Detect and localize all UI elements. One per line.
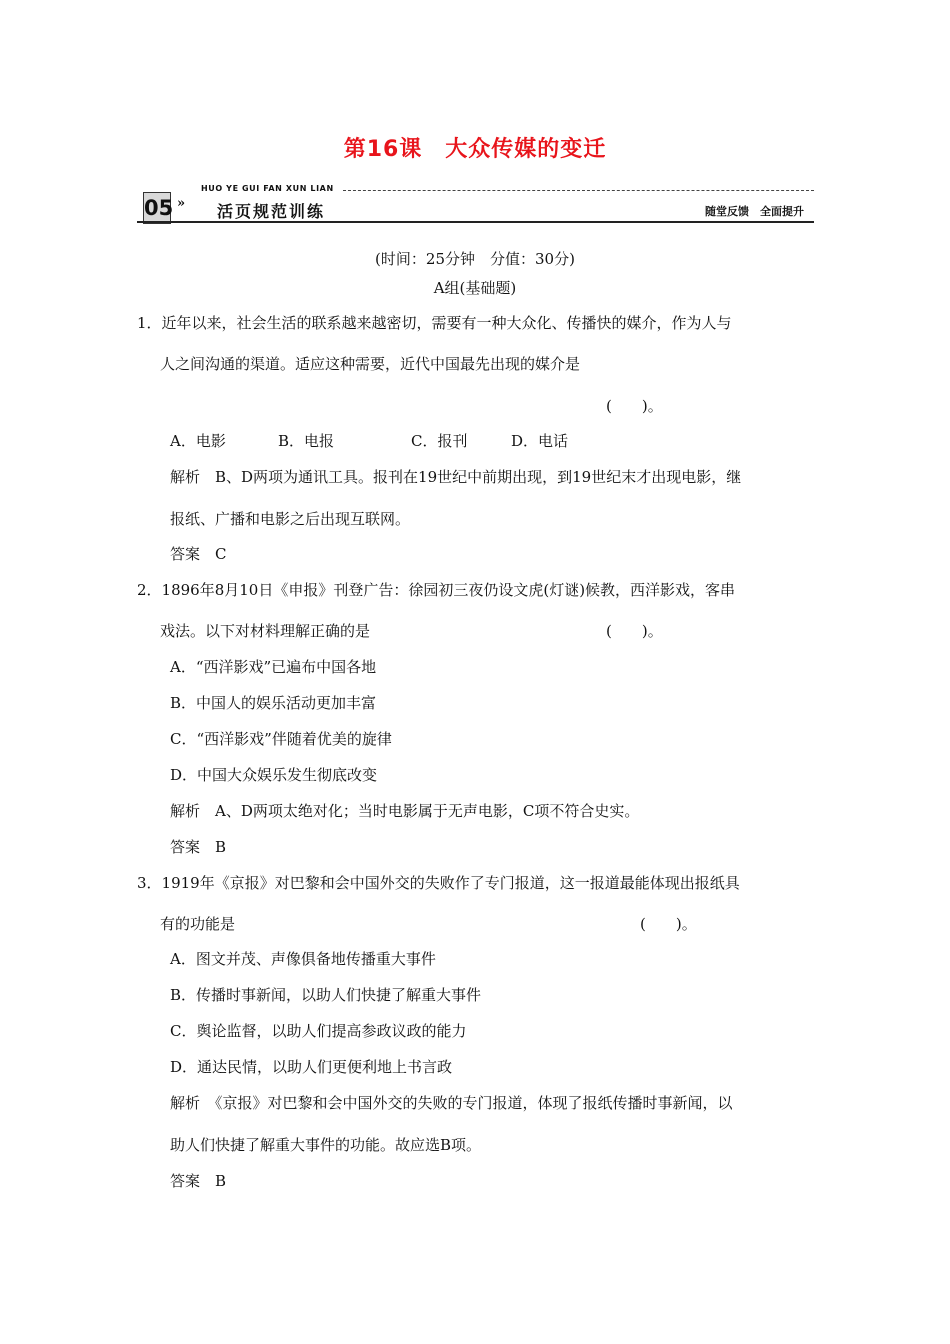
q3-stem-line2: 有的功能是	[160, 915, 236, 933]
q3-stem-line1: 3．1919年《京报》对巴黎和会中国外交的失败作了专门报道，这一报道最能体现出报纸具	[137, 874, 740, 892]
time-score-line: (时间：25分钟 分值：30分)	[375, 250, 575, 268]
banner-dashed-divider	[343, 190, 814, 191]
q1-answer-blank: ( )。	[606, 397, 663, 415]
banner-heading: 活页规范训练	[217, 202, 326, 221]
q1-analysis-line1: 解析 B、D两项为通讯工具。报刊在19世纪中前期出现，到19世纪末才出现电影，继	[170, 468, 742, 486]
q1-answer: 答案 C	[170, 545, 227, 563]
q2-option-a: A．“西洋影戏”已遍布中国各地	[170, 658, 377, 676]
q1-analysis-line2: 报纸、广播和电影之后出现互联网。	[170, 510, 411, 528]
group-heading: A组(基础题)	[433, 279, 517, 297]
q1-option-b: B．电报	[278, 432, 335, 450]
q3-option-c: C．舆论监督，以助人们提高参政议政的能力	[170, 1022, 467, 1040]
q3-analysis-line2: 助人们快捷了解重大事件的功能。故应选B项。	[170, 1136, 482, 1154]
q2-option-b: B．中国人的娱乐活动更加丰富	[170, 694, 377, 712]
q2-stem-line1: 2．1896年8月10日《申报》刊登广告：徐园初三夜仍设文虎(灯谜)候教，西洋影戏，客串	[137, 581, 736, 599]
q3-option-a: A．图文并茂、声像俱备地传播重大事件	[170, 950, 436, 968]
q3-answer: 答案 B	[170, 1172, 227, 1190]
q2-answer-blank: ( )。	[606, 622, 663, 640]
q2-option-c: C．“西洋影戏”伴随着优美的旋律	[170, 730, 392, 748]
q3-option-b: B．传播时事新闻，以助人们快捷了解重大事件	[170, 986, 482, 1004]
q2-answer: 答案 B	[170, 838, 227, 856]
banner-right-label: 随堂反馈 全面提升	[705, 205, 804, 218]
lesson-title: 第16课 大众传媒的变迁	[343, 137, 607, 162]
q1-option-d: D．电话	[511, 432, 569, 450]
section-banner	[137, 184, 814, 226]
q1-stem-line1: 1．近年以来，社会生活的联系越来越密切，需要有一种大众化、传播快的媒介，作为人与	[137, 314, 732, 332]
q3-option-d: D．通达民情，以助人们更便利地上书言政	[170, 1058, 453, 1076]
banner-number: 05	[143, 192, 171, 224]
double-chevron-icon: »	[177, 196, 186, 211]
q2-option-d: D．中国大众娱乐发生彻底改变	[170, 766, 378, 784]
q1-option-c: C．报刊	[411, 432, 468, 450]
q3-analysis-line1: 解析 《京报》对巴黎和会中国外交的失败的专门报道，体现了报纸传播时事新闻，以	[170, 1094, 733, 1112]
q2-stem-line2: 戏法。以下对材料理解正确的是	[160, 622, 371, 640]
q3-answer-blank: ( )。	[640, 915, 697, 933]
banner-divider	[137, 221, 814, 223]
q2-analysis-line1: 解析 A、D两项太绝对化；当时电影属于无声电影，C项不符合史实。	[170, 802, 640, 820]
banner-pinyin: HUO YE GUI FAN XUN LIAN	[201, 184, 334, 193]
q1-stem-line2: 人之间沟通的渠道。适应这种需要，近代中国最先出现的媒介是	[160, 355, 581, 373]
q1-option-a: A．电影	[170, 432, 226, 450]
